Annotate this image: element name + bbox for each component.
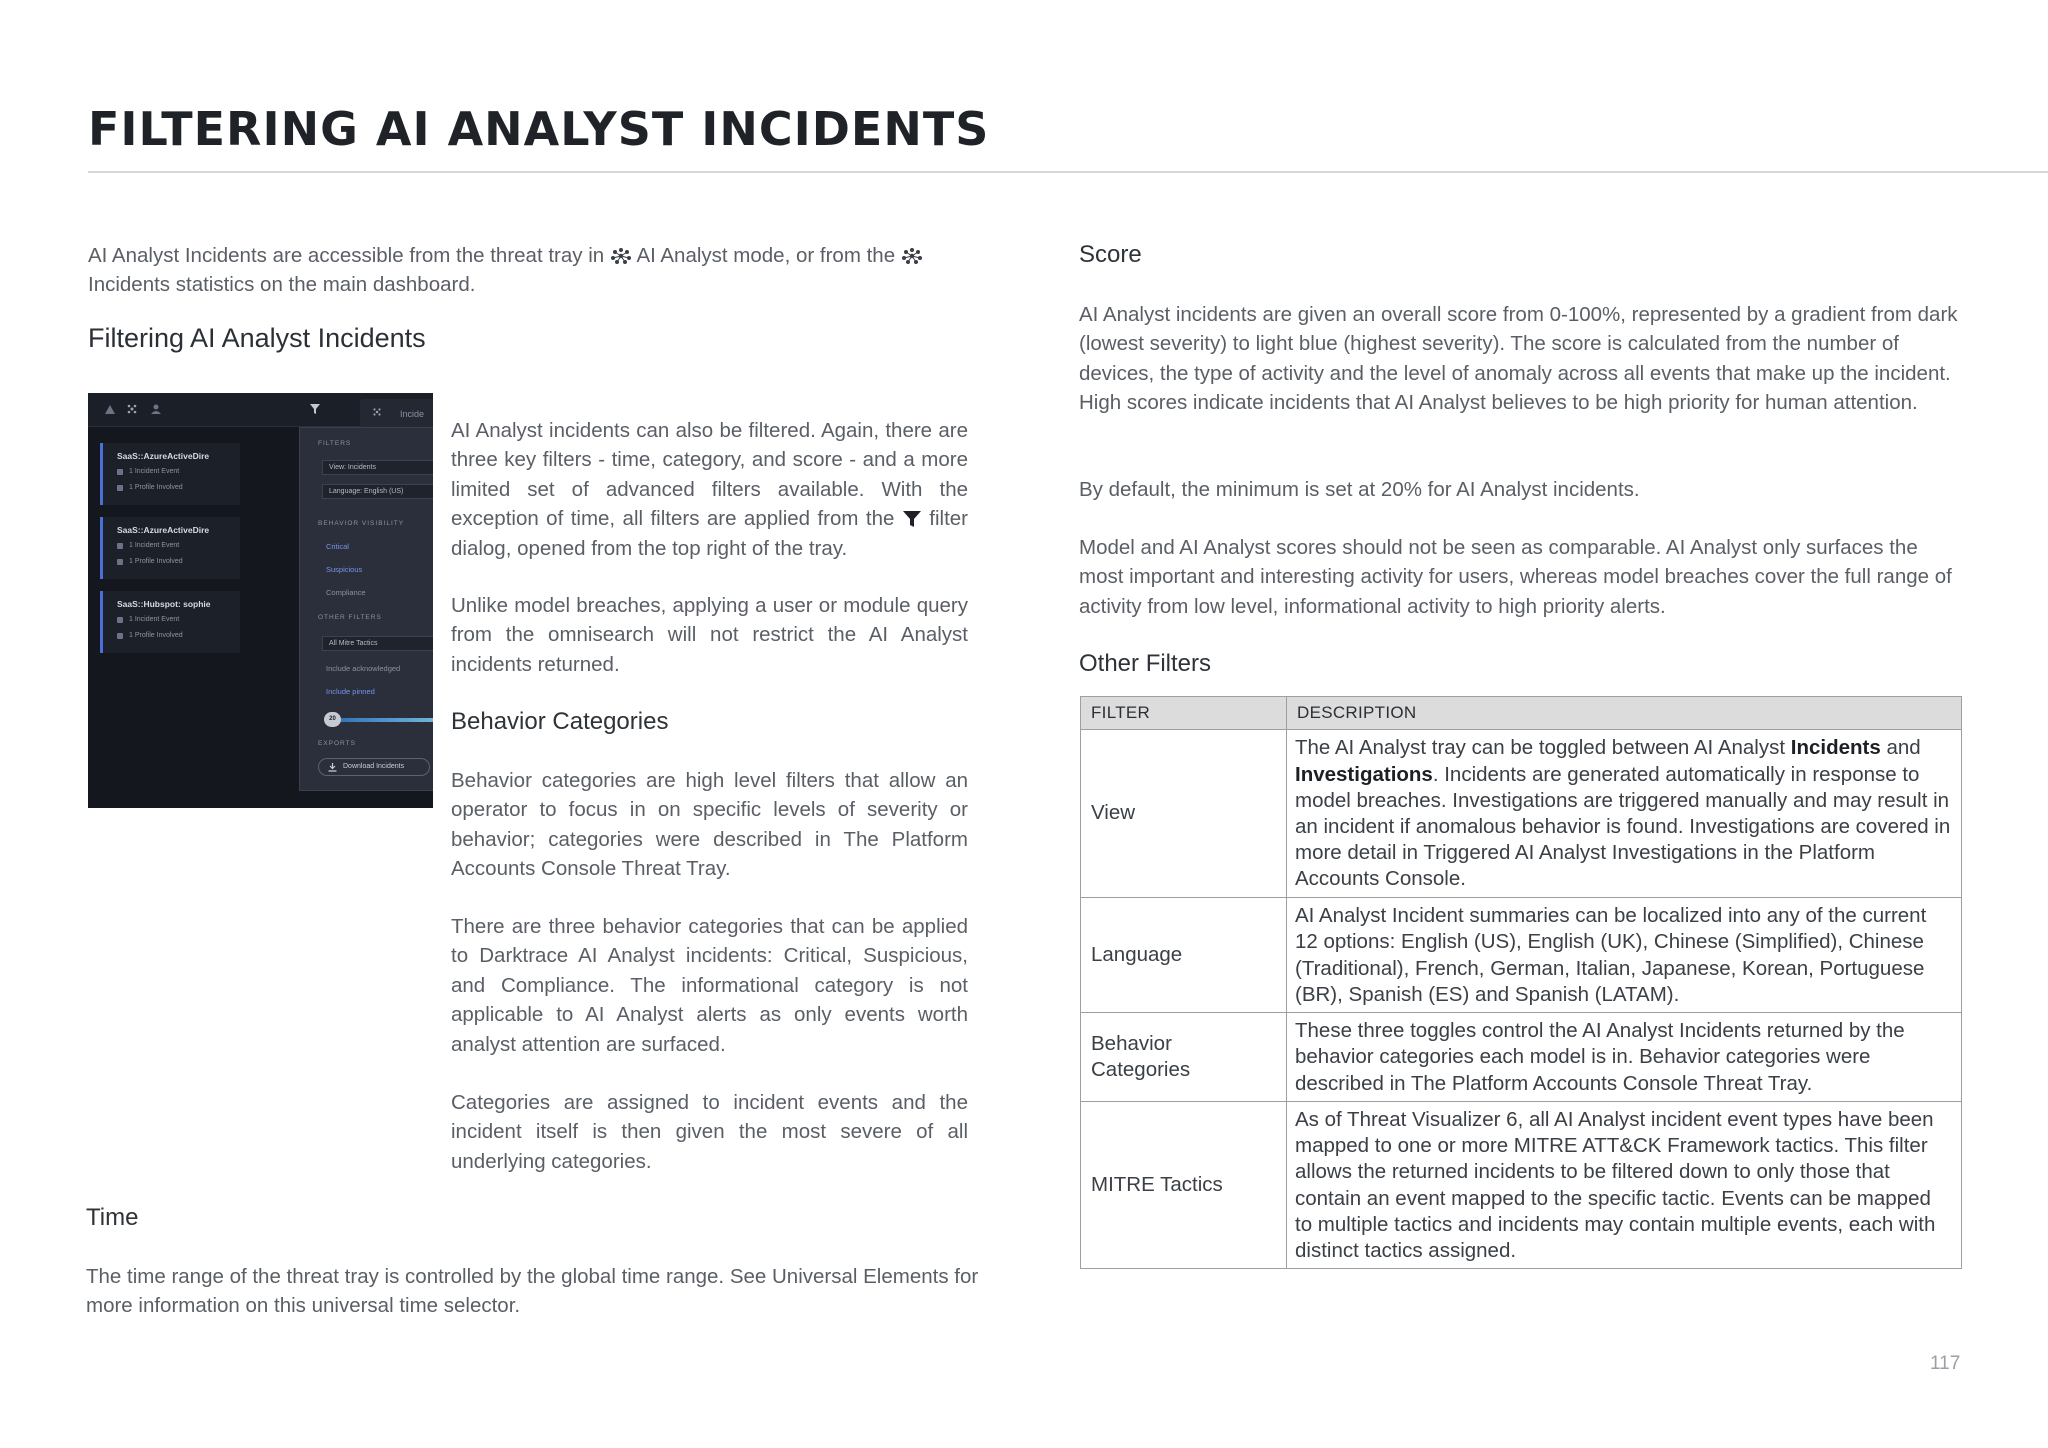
time-paragraph: The time range of the threat tray is controlled by the global time range. See Universal Elements for more information on this universal time selector. [86, 1265, 979, 1318]
section-other: OTHER FILTERS [318, 614, 382, 621]
mitre-select-value: All Mitre Tactics [329, 640, 378, 647]
filter-name: Language [1081, 898, 1287, 1013]
score-paragraph-1: AI Analyst incidents are given an overall score from 0-100%, represented by a gradient from dark (lowest severity) to light blue (highest severity). The score is calculated from the number of devices, the type of activity and the level of anomaly across all events that make up the incident. High scores indicate incidents that AI Analyst believes to be high priority for human attention. [1079, 303, 1958, 415]
section-filters: FILTERS [318, 440, 352, 447]
view-select-value: View: Incidents [329, 464, 376, 471]
event-icon [117, 469, 123, 475]
ai-analyst-icon [901, 247, 923, 265]
ai-analyst-icon [126, 403, 138, 415]
section-behavior: BEHAVIOR VISIBILITY [318, 520, 405, 527]
card-line: 1 Incident Event [129, 542, 180, 549]
event-icon [117, 617, 123, 623]
omnisearch-paragraph: Unlike model breaches, applying a user or module query from the omnisearch will not restrict the AI Analyst incidents returned. [451, 594, 968, 676]
heading-filtering: Filtering AI Analyst Incidents [88, 323, 426, 353]
intro-text-2: AI Analyst mode, or from the [636, 244, 896, 267]
card-line: 1 Incident Event [129, 616, 180, 623]
filter-icon[interactable] [309, 403, 321, 415]
filter-text-2: filter dialog, opened from the top right of the tray. [451, 507, 969, 560]
card-title: SaaS::AzureActiveDire [117, 525, 210, 535]
filter-description: As of Threat Visualizer 6, all AI Analyst incident event types have been mapped to one or more MITRE ATT&CK Framework tactics. This filter allows the returned incidents to be filtered down to only those that contain an event mapped to the specific tactic. Events can be mapped to multiple tactics and incidents may contain multiple events, each with distinct tactics assigned. [1287, 1102, 1962, 1269]
suspicious-label: Suspicious [326, 565, 363, 574]
card-title: SaaS::AzureActiveDire [117, 451, 210, 461]
event-icon [117, 543, 123, 549]
heading-other-filters: Other Filters [1079, 650, 1212, 677]
filter-description: These three toggles control the AI Analyst Incidents returned by the behavior categories each model is in. Behavior categories were described in The Platform Accounts Console Threat Tray. [1287, 1013, 1962, 1102]
table-row [1081, 1013, 1962, 1102]
profile-icon [117, 633, 123, 639]
download-incidents-button[interactable] [318, 758, 430, 776]
behavior-paragraph-3: Categories are assigned to incident events and the incident itself is then given the most severe of all underlying categories. [451, 1091, 968, 1173]
profile-icon [117, 485, 123, 491]
title-divider [88, 171, 2048, 173]
filter-dialog-screenshot [88, 393, 433, 808]
column-header-description: DESCRIPTION [1287, 697, 1962, 730]
section-exports: EXPORTS [318, 740, 356, 747]
table-header-row [1081, 697, 1962, 730]
language-select-value: Language: English (US) [329, 488, 404, 495]
incident-card[interactable] [100, 443, 240, 505]
heading-score: Score [1079, 241, 1142, 268]
filter-name: MITRE Tactics [1081, 1102, 1287, 1269]
filter-icon [902, 510, 922, 528]
column-header-filter: FILTER [1081, 697, 1287, 730]
user-icon [150, 403, 162, 415]
filter-description: AI Analyst Incident summaries can be localized into any of the current 12 options: English (US), English (UK), Chinese (Simplified), Chinese (Traditional), French, German, Italian, Japanese, Korean, Portuguese (BR), Spanish (ES) and Spanish (LATAM). [1287, 898, 1962, 1013]
critical-label: Critical [326, 542, 349, 551]
card-line: 1 Profile Involved [129, 558, 183, 565]
heading-time: Time [86, 1204, 139, 1231]
tab-label: Incide [400, 409, 425, 419]
intro-paragraph [88, 241, 978, 300]
ai-analyst-icon [610, 247, 632, 265]
behavior-paragraph-1: Behavior categories are high level filters that allow an operator to focus in on specific levels of severity or behavior; categories were described in The Platform Accounts Console Threat Tray. [451, 769, 968, 881]
desc-bold: Incidents [1790, 736, 1881, 760]
intro-text-1: AI Analyst Incidents are accessible from the threat tray in [88, 244, 605, 267]
profile-icon [117, 559, 123, 565]
filter-description [1287, 730, 1962, 898]
page-title: FILTERING AI ANALYST INCIDENTS [88, 102, 990, 156]
download-button-label: Download Incidents [343, 763, 405, 770]
table-row [1081, 1102, 1962, 1269]
incident-card[interactable] [100, 517, 240, 579]
table-row [1081, 730, 1962, 898]
table-row [1081, 898, 1962, 1013]
heading-behavior-categories: Behavior Categories [451, 708, 669, 735]
page-number: 117 [1930, 1353, 1961, 1374]
include-ack-label: Include acknowledged [326, 664, 401, 673]
desc-text: . Incidents are generated automatically in response to model breaches. Investigations are triggered manually and may result in an incident if anomalous behavior is found. Investigations are covered in more detail in Triggered AI Analyst Investigations in the Platform Accounts Console. [1295, 762, 1951, 891]
view-select[interactable] [322, 460, 433, 475]
score-paragraph-2: By default, the minimum is set at 20% for AI Analyst incidents. [1079, 478, 1640, 501]
desc-bold: Investigations [1295, 762, 1433, 786]
include-pinned-label: Include pinned [326, 687, 375, 696]
filter-name: Behavior Categories [1081, 1013, 1287, 1102]
filter-name: View [1081, 730, 1287, 898]
score-paragraph-3: Model and AI Analyst scores should not be seen as comparable. AI Analyst only surfaces the most important and interesting activity for users, whereas model breaches cover the full range of activity from low level, informational activity to high priority alerts. [1079, 536, 1952, 618]
desc-text: The AI Analyst tray can be toggled between AI Analyst [1295, 736, 1786, 760]
language-select[interactable] [322, 484, 433, 499]
slider-min-handle[interactable]: 20 [324, 712, 341, 727]
compliance-label: Compliance [326, 588, 366, 597]
score-slider-track[interactable] [332, 718, 433, 722]
card-line: 1 Profile Involved [129, 632, 183, 639]
card-line: 1 Incident Event [129, 468, 180, 475]
desc-text: and [1886, 736, 1921, 760]
filter-panel [299, 427, 433, 791]
download-icon [328, 763, 337, 772]
alert-icon [104, 404, 116, 416]
card-line: 1 Profile Involved [129, 484, 183, 491]
mitre-select[interactable] [322, 636, 433, 651]
behavior-paragraph-2: There are three behavior categories that can be applied to Darktrace AI Analyst incidents: Critical, Suspicious, and Compliance. The informational category is not applicable to AI Analyst alerts as only events worth analyst attention are surfaced. [451, 915, 968, 1056]
filter-text-1: AI Analyst incidents can also be filtered. Again, there are three key filters - time, category, and score - and a more limited set of advanced filters available. With the exception of time, all filters are applied from the [451, 419, 968, 531]
intro-text-3: Incidents statistics on the main dashboard. [88, 273, 476, 297]
card-title: SaaS::Hubspot: sophie [117, 599, 211, 609]
filter-paragraph [451, 416, 968, 563]
ai-analyst-icon [372, 407, 382, 417]
other-filters-table [1080, 696, 1962, 1269]
incident-card[interactable] [100, 591, 240, 653]
